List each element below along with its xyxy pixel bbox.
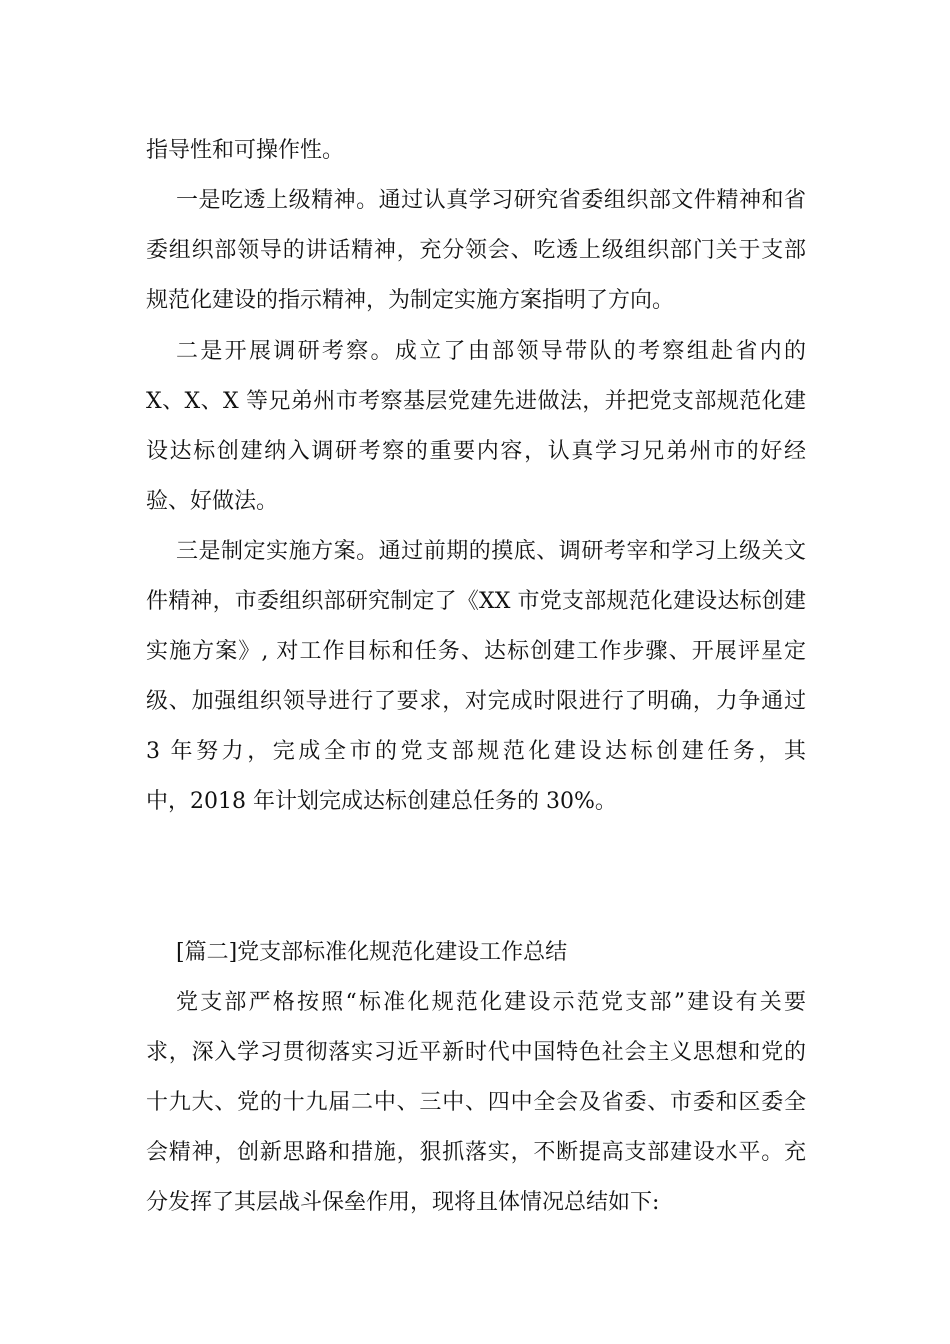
paragraph-line: 规范化建设的指示精神，为制定实施方案指明了方向。 [146,288,675,313]
paragraph-line: 二是开展调研考察。成立了由部领导带队的考察组赴省内的 [176,339,806,364]
section-heading: [篇二]党支部标准化规范化建设工作总结 [176,940,568,965]
paragraph-line: 分发挥了其层战斗保垒作用，现将且体情况总结如下: [146,1190,660,1215]
paragraph-line: 中，2018 年计划完成达标创建总任务的 30%。 [146,789,617,814]
paragraph-line: 验、好做法。 [146,489,279,514]
paragraph-line: 件精神，市委组织部研究制定了《XX 市党支部规范化建设达标创建 [146,589,806,614]
paragraph-line: 十九大、党的十九届二中、三中、四中全会及省委、市委和区委全 [146,1090,806,1115]
paragraph-line: 指导性和可操作性。 [146,138,345,163]
paragraph-line: 求，深入学习贯彻落实习近平新时代中国特色社会主义思想和党的 [146,1040,806,1065]
paragraph-line: 三是制定实施方案。通过前期的摸底、调研考宰和学习上级关文 [176,539,806,564]
paragraph-line: 设达标创建纳入调研考察的重要内容，认真学习兄弟州市的好经 [146,439,806,464]
paragraph-line: X、X、X 等兄弟州市考察基层党建先进做法，并把党支部规范化建 [146,389,806,414]
paragraph-line: 实施方案》, 对工作目标和任务、达标创建工作步骤、开展评星定 [146,639,806,664]
paragraph-line: 一是吃透上级精神。通过认真学习研究省委组织部文件精神和省 [176,188,806,213]
paragraph-line: 委组织部领导的讲话精神，充分领会、吃透上级组织部门关于支部 [146,238,806,263]
paragraph-line: 会精神，创新思路和措施，狠抓落实，不断提高支部建设水平。充 [146,1140,806,1165]
paragraph-line: 党支部严格按照“标准化规范化建设示范党支部”建设有关要 [176,990,806,1015]
paragraph-line: 级、加强组织领导进行了要求，对完成时限进行了明确，力争通过 [146,689,806,714]
paragraph-line: 3 年努力，完成全市的党支部规范化建设达标创建任务，其 [146,739,806,764]
